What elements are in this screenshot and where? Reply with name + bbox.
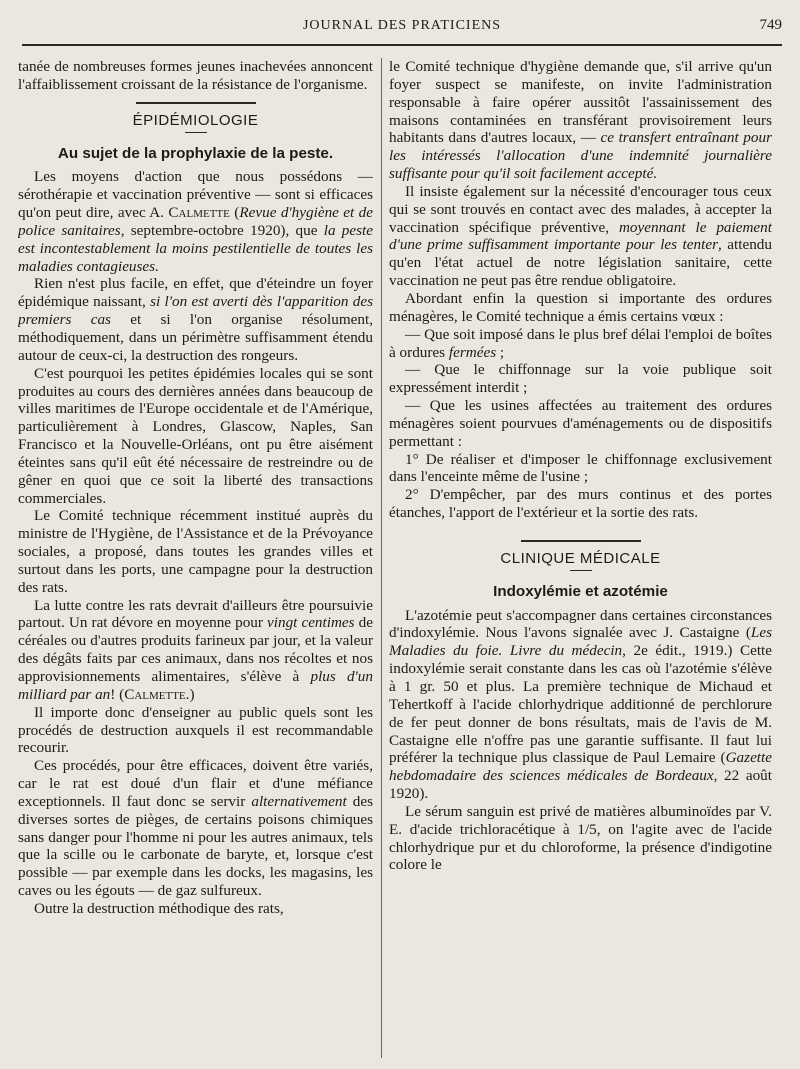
left-column (18, 58, 373, 1063)
paragraph: C'est pourquoi les petites épidémies locales qui se sont produites au cours des dernières années dans beaucoup de villes maritimes de l'Europe occidentale et de l'Amérique, particulièrement à Londres, Glascow, Naples, San Francisco et la Nouvelle-Orléans, ont pu être aisément éteintes sans qu'il eût été nécessaire de restreindre ou de gêner en quoi que ce soit la liberté des transactions commerciales. (18, 364, 373, 507)
wish-item: — Que les usines affectées au traitement des ordures ménagères soient pourvues d'aménagements ou de dispositifs permettant : (389, 397, 772, 450)
wish-item: — Que le chiffonnage sur la voie publique soit expressément interdit ; (389, 361, 772, 397)
paragraph: Il insiste également sur la nécessité d'encourager tous ceux qui se sont trouvés en contact avec des malades, à accepter la vaccination spécifique préventive, moyennant le paiement d'une prime suffisamment importante pour les tenter, attendu qu'en l'état actuel de notre législation sanitaire, cette vaccination ne peut pas être rendue obligatoire. (389, 182, 772, 290)
section-divider (521, 540, 641, 542)
section-underline (185, 132, 207, 133)
author-name: Calmette (168, 204, 230, 222)
paragraph: Ces procédés, pour être efficaces, doivent être variés, car le rat est doué d'un flair et d'une méfiance exceptionnels. Il faut donc se servir alternativement des diverses sortes de pièges, de certains poisons chimiques sans danger pour l'homme ni pour les autres animaux, tels que la scille ou le carbonate de baryte, et, lorsque c'est possible — par exemple dans les docks, les magasins, les caves ou les égouts — de gaz sulfureux. (18, 757, 373, 900)
column-divider (381, 58, 382, 1058)
paragraph: Le Comité technique récemment institué auprès du ministre de l'Hygiène, de l'Assistance et de la Prévoyance sociales, a proposé, dans toutes les grandes villes et surtout dans les ports, une campagne pour la destruction des rats. (18, 507, 373, 596)
paragraph-continued: le Comité technique d'hygiène demande que, s'il arrive qu'un foyer suspect se manifeste, on invite l'administration responsable à faire opérer aussitôt l'assainissement des maisons contaminées en transférant provisoirement leurs habitants dans d'autres locaux, — ce transfert entraînant pour les intéressés l'allocation d'une indemnité journalière suffisante pour qu'il soit facilement accepté. (389, 58, 772, 183)
page-number: 749 (759, 17, 782, 33)
section-divider (136, 102, 256, 104)
quote: la peste est incontestablement la moins pestilentielle de toutes les maladies contagieuses. (18, 221, 373, 275)
paragraph: Les moyens d'action que nous possédons — sérothérapie et vaccination préventive — sont si efficaces qu'on peut dire, avec A. Calmette (Revue d'hygiène et de police sanitaires, septembre-octobre 1920), que la peste est incontestablement la moins pestilentielle de toutes les maladies contagieuses. (18, 168, 373, 275)
paragraph: Il importe donc d'enseigner au public quels sont les procédés de destruction auxquels il est recommandable recourir. (18, 703, 373, 757)
wish-item: — Que soit imposé dans le plus bref délai l'emploi de boîtes à ordures fermées ; (389, 325, 772, 361)
paragraph: L'azotémie peut s'accompagner dans certaines circonstances d'indoxylémie. Nous l'avons signalée avec J. Castaigne (Les Maladies du foie. Livre du médecin, 2e édit., 1919.) Cette indoxylémie serait constante dans les cas où l'azotémie s'élève à 1 gr. 50 et plus. La première technique de Michaud et Tehertkoff à l'acide chlorhydrique additionné de perchlorure de fer peut donner de bons résultats, mais de l'avis de M. Castaigne elle n'offre pas une garantie suffisante. Il faut lui préférer la technique plus classique de Paul Lemaire (Gazette hebdomadaire des sciences médicales de Bordeaux, 22 août 1920). (389, 606, 772, 803)
paragraph: La lutte contre les rats devrait d'ailleurs être poursuivie partout. Un rat dévore en moyenne pour vingt centimes de céréales ou d'autres produits farineux par jour, et la valeur des dégâts faits par ces animaux, dans nos récoltes et nos approvisionnements alimentaires, s'élève à plus d'un milliard par an! (Calmette.) (18, 596, 373, 703)
paragraph: Le sérum sanguin est privé de matières albuminoïdes par V. E. d'acide trichloracétique à 1/5, on l'agite avec de l'acide chlorhydrique pur et du chloroforme, la présence d'indigotine colore le (389, 802, 772, 874)
paragraph: Outre la destruction méthodique des rats, (34, 899, 284, 917)
paragraph-continued: tanée de nombreuses formes jeunes inachevées annoncent l'affaiblissement croissant de la résistance de l'organisme. (18, 58, 373, 93)
section-title-clinique: CLINIQUE MÉDICALE (500, 549, 661, 567)
author-name: Calmette (124, 685, 186, 703)
journal-title: JOURNAL DES PRATICIENS (302, 18, 502, 33)
section-title-epidemiologie: ÉPIDÉMIOLOGIE (132, 111, 259, 129)
numbered-item: 1° De réaliser et d'imposer le chiffonnage exclusivement dans l'enceinte même de l'usine ; (389, 450, 772, 486)
article-title-indoxylemie: Indoxylémie et azotémie (493, 582, 668, 600)
running-header (22, 16, 782, 40)
article-title-peste: Au sujet de la prophylaxie de la peste. (57, 144, 334, 162)
header-rule (22, 44, 782, 46)
right-column (389, 58, 772, 1063)
section-underline (570, 570, 592, 571)
journal-citation: Revue d'hygiène et de police sanitaires (18, 204, 373, 239)
paragraph: Rien n'est plus facile, en effet, que d'éteindre un foyer épidémique naissant, si l'on est averti dès l'apparition des premiers cas et si l'on organise résolument, méthodiquement, dans un périmètre suffisamment étendu autour de ceux-ci, la destruction des rongeurs. (18, 275, 373, 364)
numbered-item: 2° D'empêcher, par des murs continus et des portes étanches, l'apport de l'extérieur et la sortie des rats. (389, 486, 772, 522)
paragraph: Abordant enfin la question si importante des ordures ménagères, le Comité technique a émis certains vœux : (389, 289, 772, 325)
